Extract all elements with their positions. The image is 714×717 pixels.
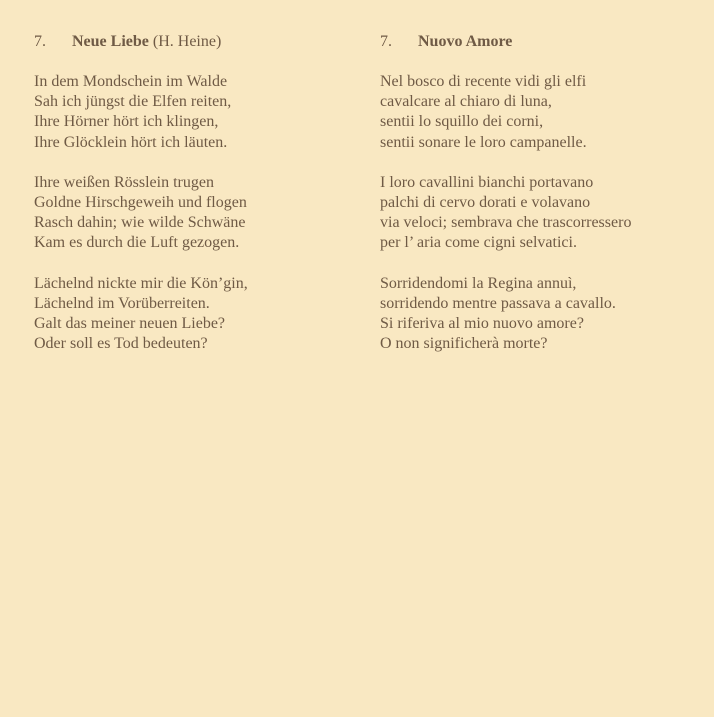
verse-line: Sorridendomi la Regina annuì, xyxy=(380,274,577,292)
verse-line: Lächelnd nickte mir die Kön’gin, xyxy=(34,274,248,292)
stanza xyxy=(380,274,700,355)
italian-translation-column xyxy=(380,32,700,374)
verse-line: Oder soll es Tod bedeuten? xyxy=(34,335,208,353)
verse-line: I loro cavallini bianchi portavano xyxy=(380,173,594,191)
stanza xyxy=(380,173,700,254)
verse-line: Galt das meiner neuen Liebe? xyxy=(34,315,226,333)
poem-title: Neue Liebe xyxy=(72,33,149,50)
poem-number: 7. xyxy=(34,33,46,50)
stanza xyxy=(34,274,354,355)
verse-line: sentii sonare le loro campanelle. xyxy=(380,133,587,151)
verse-line: cavalcare al chiaro di luna, xyxy=(380,93,552,111)
verse-line: Rasch dahin; wie wilde Schwäne xyxy=(34,214,246,232)
verse-line: Lächelnd im Vorüberreiten. xyxy=(34,294,210,312)
verse-line: sorridendo mentre passava a cavallo. xyxy=(380,294,616,312)
verse-line: O non significherà morte? xyxy=(380,335,548,353)
poem-number: 7. xyxy=(380,33,392,50)
verse-line: Ihre Hörner hört ich klingen, xyxy=(34,113,219,131)
stanza xyxy=(380,72,700,153)
verse-line: Ihre weißen Rösslein trugen xyxy=(34,173,214,191)
verse-line: sentii lo squillo dei corni, xyxy=(380,113,544,131)
verse-line: via veloci; sembrava che trascorressero xyxy=(380,214,632,232)
poem-title: Nuovo Amore xyxy=(418,33,513,50)
verse-line: per l’ aria come cigni selvatici. xyxy=(380,234,577,252)
verse-line: In dem Mondschein im Walde xyxy=(34,73,228,90)
german-poem-column xyxy=(34,32,354,374)
stanza xyxy=(34,72,354,153)
german-poem-heading xyxy=(34,32,354,52)
verse-line: Ihre Glöcklein hört ich läuten. xyxy=(34,133,228,151)
italian-poem-heading xyxy=(380,32,700,52)
verse-line: Kam es durch die Luft gezogen. xyxy=(34,234,240,252)
poem-author: (H. Heine) xyxy=(152,33,222,50)
verse-line: Si riferiva al mio nuovo amore? xyxy=(380,315,584,333)
verse-line: palchi di cervo dorati e volavano xyxy=(380,194,591,212)
verse-line: Nel bosco di recente vidi gli elfi xyxy=(380,73,587,90)
verse-line: Goldne Hirschgeweih und flogen xyxy=(34,194,247,212)
stanza xyxy=(34,173,354,254)
verse-line: Sah ich jüngst die Elfen reiten, xyxy=(34,93,232,111)
